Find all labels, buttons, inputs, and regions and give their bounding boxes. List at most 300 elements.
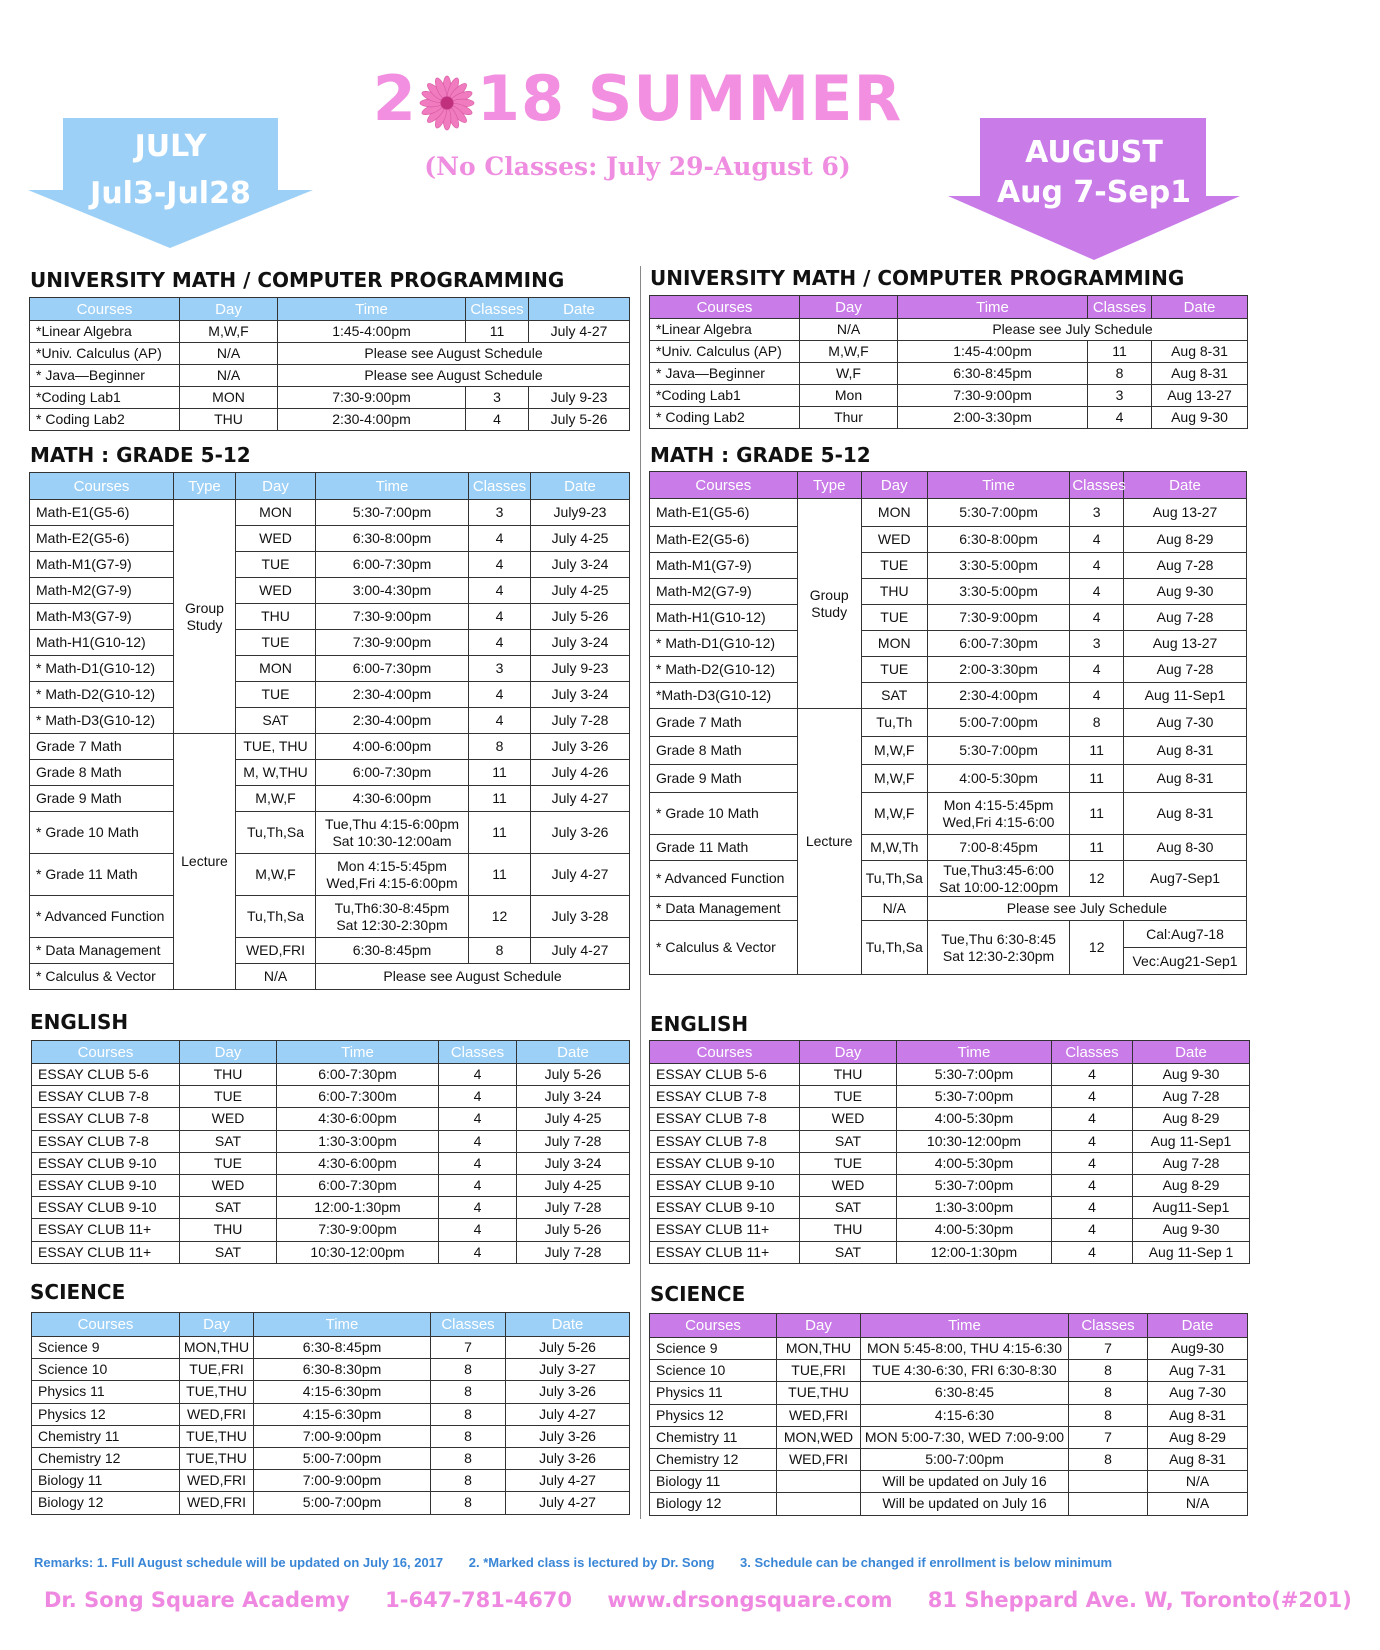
classes-cell: 4 xyxy=(1070,579,1124,605)
col-header-courses: Courses xyxy=(32,1041,180,1064)
time-cell: 6:00-7:30pm xyxy=(927,631,1070,657)
academy-name: Dr. Song Square Academy xyxy=(44,1588,350,1612)
date-cell: July 3-24 xyxy=(531,682,630,708)
july-science-heading: SCIENCE xyxy=(30,1280,126,1304)
course-cell: ESSAY CLUB 5-6 xyxy=(650,1064,800,1086)
day-cell: WED,FRI xyxy=(180,1470,254,1492)
time-cell: 7:30-9:00pm xyxy=(898,385,1088,407)
col-header-date: Date xyxy=(529,298,630,321)
table-row xyxy=(650,527,1247,553)
time-cell: 7:00-9:00pm xyxy=(254,1425,431,1447)
time-cell: 4:30-6:00pm xyxy=(316,786,469,812)
date-cell: July 4-27 xyxy=(531,938,630,964)
classes-cell: 11 xyxy=(466,321,529,343)
time-cell: 12:00-1:30pm xyxy=(897,1241,1052,1263)
note-cell: Please see August Schedule xyxy=(278,343,630,365)
course-cell: * Math-D2(G10-12) xyxy=(650,657,798,683)
table-row xyxy=(30,896,630,938)
table-row xyxy=(30,630,630,656)
time-cell: 6:30-8:00pm xyxy=(316,526,469,552)
table-row xyxy=(32,1108,630,1130)
table-row xyxy=(32,1359,630,1381)
day-cell: SAT xyxy=(800,1197,897,1219)
classes-cell: 12 xyxy=(1070,921,1124,975)
day-cell: TUE,FRI xyxy=(777,1360,861,1382)
classes-cell: 8 xyxy=(431,1381,506,1403)
course-cell: Science 9 xyxy=(32,1337,180,1359)
table-row xyxy=(30,734,630,760)
table-row xyxy=(650,1493,1248,1515)
table-row xyxy=(650,657,1247,683)
date-cell: Aug 8-31 xyxy=(1152,363,1248,385)
classes-cell: 8 xyxy=(1069,1448,1148,1470)
no-classes-subtitle: (No Classes: July 29-August 6) xyxy=(424,152,851,181)
time-cell: 4:30-6:00pm xyxy=(277,1108,439,1130)
time-cell: 6:00-7:30pm xyxy=(316,552,469,578)
classes-cell: 4 xyxy=(1052,1241,1133,1263)
classes-cell: 3 xyxy=(1088,385,1152,407)
date-cell: July 4-25 xyxy=(517,1108,630,1130)
course-cell: ESSAY CLUB 7-8 xyxy=(32,1130,180,1152)
time-cell: 4:00-5:30pm xyxy=(927,765,1070,793)
table-row xyxy=(650,897,1247,921)
course-cell: Biology 11 xyxy=(650,1471,777,1493)
aug-english-heading: ENGLISH xyxy=(650,1012,749,1036)
time-cell: 7:30-9:00pm xyxy=(927,605,1070,631)
course-cell: Math-M2(G7-9) xyxy=(650,579,798,605)
table-row xyxy=(32,1086,630,1108)
day-cell: WED xyxy=(800,1108,897,1130)
website-link[interactable]: www.drsongsquare.com xyxy=(607,1588,893,1612)
table-row xyxy=(650,363,1248,385)
table-row xyxy=(650,861,1247,897)
table-row xyxy=(650,1471,1248,1493)
col-header-courses: Courses xyxy=(650,1041,800,1064)
table-row xyxy=(30,365,630,387)
day-cell xyxy=(777,1493,861,1515)
time-cell: 6:30-8:30pm xyxy=(254,1359,431,1381)
time-cell: 5:00-7:00pm xyxy=(861,1448,1069,1470)
classes-cell: 4 xyxy=(439,1174,517,1196)
day-cell: TUE xyxy=(861,657,927,683)
table-row xyxy=(32,1403,630,1425)
date-cell: Aug 7-30 xyxy=(1124,709,1247,737)
date-cell: July 3-24 xyxy=(517,1086,630,1108)
date-cell: July 4-27 xyxy=(506,1492,630,1514)
day-cell: M,W,F xyxy=(236,854,316,896)
time-cell: 4:00-5:30pm xyxy=(897,1219,1052,1241)
day-cell: WED,FRI xyxy=(180,1492,254,1514)
table-row xyxy=(650,385,1248,407)
classes-cell: 4 xyxy=(1052,1152,1133,1174)
table-row xyxy=(650,341,1248,363)
date-part-vector: Vec:Aug21-Sep1 xyxy=(1132,953,1238,969)
course-cell: ESSAY CLUB 11+ xyxy=(32,1241,180,1263)
table-row xyxy=(30,682,630,708)
day-cell: TUE, THU xyxy=(236,734,316,760)
day-cell: WED xyxy=(236,526,316,552)
date-cell: Aug7-Sep1 xyxy=(1124,861,1247,897)
col-header-day: Day xyxy=(180,1041,277,1064)
time-cell: 6:00-7:300m xyxy=(277,1086,439,1108)
classes-cell: 11 xyxy=(1070,737,1124,765)
date-cell: July 7-28 xyxy=(517,1130,630,1152)
table-row xyxy=(32,1174,630,1196)
table-row xyxy=(650,1064,1250,1086)
date-cell: July 4-27 xyxy=(506,1403,630,1425)
date-cell: July 5-26 xyxy=(517,1219,630,1241)
date-part-calculus: Cal:Aug7-18 xyxy=(1124,921,1246,948)
july-english-table xyxy=(31,1040,630,1264)
date-cell: Aug 13-27 xyxy=(1124,499,1247,527)
classes-cell: 8 xyxy=(431,1359,506,1381)
classes-cell: 4 xyxy=(469,682,531,708)
table-row xyxy=(30,854,630,896)
classes-cell: 4 xyxy=(1070,527,1124,553)
day-cell: MON xyxy=(861,499,927,527)
day-cell: THU xyxy=(180,409,278,431)
col-header-day: Day xyxy=(236,473,316,500)
course-cell: Grade 8 Math xyxy=(30,760,174,786)
course-cell: *Coding Lab1 xyxy=(30,387,180,409)
note-cell: Please see July Schedule xyxy=(898,319,1248,341)
date-cell: Aug 8-31 xyxy=(1124,737,1247,765)
day-cell: Tu,Th,Sa xyxy=(861,861,927,897)
classes-cell: 7 xyxy=(431,1337,506,1359)
course-cell: Chemistry 12 xyxy=(32,1447,180,1469)
course-cell: ESSAY CLUB 9-10 xyxy=(32,1174,180,1196)
course-cell: ESSAY CLUB 9-10 xyxy=(650,1152,800,1174)
header-row xyxy=(650,296,1248,319)
header-row xyxy=(650,1041,1250,1064)
day-cell: M,W,F xyxy=(861,765,927,793)
time-cell: Mon 4:15-5:45pm Wed,Fri 4:15-6:00 xyxy=(927,793,1070,835)
course-cell: * Data Management xyxy=(650,897,798,921)
classes-cell: 4 xyxy=(439,1241,517,1263)
table-row xyxy=(30,964,630,990)
table-row xyxy=(650,1086,1250,1108)
classes-cell: 11 xyxy=(1088,341,1152,363)
classes-cell: 11 xyxy=(1070,793,1124,835)
table-row xyxy=(650,1174,1250,1196)
col-header-courses: Courses xyxy=(32,1313,180,1337)
date-cell: Aug 8-29 xyxy=(1133,1174,1250,1196)
course-cell: ESSAY CLUB 7-8 xyxy=(650,1086,800,1108)
time-cell: 6:30-8:00pm xyxy=(927,527,1070,553)
classes-cell: 4 xyxy=(439,1197,517,1219)
classes-cell: 12 xyxy=(469,896,531,938)
time-cell: 7:30-9:00pm xyxy=(278,387,466,409)
july-univ-table xyxy=(29,297,630,431)
col-header-time: Time xyxy=(861,1314,1069,1338)
time-cell: 7:00-9:00pm xyxy=(254,1470,431,1492)
date-cell: July 4-27 xyxy=(531,786,630,812)
table-row xyxy=(650,737,1247,765)
day-cell: TUE xyxy=(236,630,316,656)
time-cell: 5:30-7:00pm xyxy=(897,1174,1052,1196)
col-header-courses: Courses xyxy=(650,472,798,499)
date-cell: July9-23 xyxy=(531,500,630,526)
remarks xyxy=(34,1555,1134,1570)
classes-cell: 11 xyxy=(469,760,531,786)
col-header-day: Day xyxy=(777,1314,861,1338)
date-cell: July 3-24 xyxy=(517,1152,630,1174)
time-cell: 5:00-7:00pm xyxy=(254,1492,431,1514)
day-cell: M,W,F xyxy=(800,341,898,363)
day-cell: MON xyxy=(236,500,316,526)
august-arrow xyxy=(948,118,1240,260)
time-cell: 4:15-6:30pm xyxy=(254,1381,431,1403)
course-cell: * Math-D3(G10-12) xyxy=(30,708,174,734)
classes-cell: 12 xyxy=(1070,861,1124,897)
phone-number: 1-647-781-4670 xyxy=(385,1588,573,1612)
time-cell: MON 5:45-8:00, THU 4:15-6:30 xyxy=(861,1338,1069,1360)
header-row xyxy=(650,1314,1248,1338)
classes-cell: 11 xyxy=(469,854,531,896)
col-header-date: Date xyxy=(1133,1041,1250,1064)
col-header-time: Time xyxy=(898,296,1088,319)
date-cell: July 5-26 xyxy=(517,1064,630,1086)
time-cell: 2:30-4:00pm xyxy=(927,683,1070,709)
date-cell: July 3-26 xyxy=(531,812,630,854)
course-cell: Chemistry 12 xyxy=(650,1448,777,1470)
july-math-table xyxy=(29,472,630,990)
course-cell: Math-M1(G7-9) xyxy=(650,553,798,579)
classes-cell: 8 xyxy=(1088,363,1152,385)
time-cell: TUE 4:30-6:30, FRI 6:30-8:30 xyxy=(861,1360,1069,1382)
time-cell: 3:30-5:00pm xyxy=(927,579,1070,605)
table-row xyxy=(30,604,630,630)
col-header-type: Type xyxy=(174,473,236,500)
col-header-time: Time xyxy=(316,473,469,500)
time-cell: Tue,Thu 6:30-8:45 Sat 12:30-2:30pm xyxy=(927,921,1070,975)
classes-cell: 8 xyxy=(1069,1382,1148,1404)
classes-cell: 4 xyxy=(1052,1086,1133,1108)
day-cell: WED,FRI xyxy=(777,1448,861,1470)
table-row xyxy=(32,1381,630,1403)
classes-cell: 4 xyxy=(1070,605,1124,631)
course-cell: *Univ. Calculus (AP) xyxy=(650,341,800,363)
july-univ-heading: UNIVERSITY MATH / COMPUTER PROGRAMMING xyxy=(30,268,565,292)
date-cell: July 7-28 xyxy=(517,1241,630,1263)
table-row xyxy=(650,1152,1250,1174)
day-cell: THU xyxy=(800,1219,897,1241)
day-cell: MON xyxy=(861,631,927,657)
time-cell: 1:30-3:00pm xyxy=(897,1197,1052,1219)
day-cell: M,W,F xyxy=(861,737,927,765)
course-cell: Math-E1(G5-6) xyxy=(30,500,174,526)
table-row xyxy=(650,631,1247,657)
date-cell: July 4-27 xyxy=(506,1470,630,1492)
table-row xyxy=(650,1108,1250,1130)
date-cell: July 3-26 xyxy=(531,734,630,760)
time-cell: 4:15-6:30pm xyxy=(254,1403,431,1425)
col-header-courses: Courses xyxy=(30,298,180,321)
time-cell: 6:00-7:30pm xyxy=(277,1174,439,1196)
col-header-time: Time xyxy=(277,1041,439,1064)
course-cell: * Java—Beginner xyxy=(650,363,800,385)
day-cell: N/A xyxy=(236,964,316,990)
course-cell: * Math-D1(G10-12) xyxy=(650,631,798,657)
day-cell: W,F xyxy=(800,363,898,385)
date-cell: N/A xyxy=(1148,1493,1248,1515)
time-cell: 3:30-5:00pm xyxy=(927,553,1070,579)
time-cell: 1:30-3:00pm xyxy=(277,1130,439,1152)
course-cell: *Coding Lab1 xyxy=(650,385,800,407)
classes-cell: 3 xyxy=(469,656,531,682)
flower-icon xyxy=(419,75,475,131)
date-cell: Aug 7-31 xyxy=(1148,1360,1248,1382)
classes-cell: 4 xyxy=(469,630,531,656)
classes-cell: 7 xyxy=(1069,1426,1148,1448)
date-cell: July 3-27 xyxy=(506,1359,630,1381)
day-cell: N/A xyxy=(180,343,278,365)
day-cell: TUE xyxy=(800,1152,897,1174)
course-cell: Math-M3(G7-9) xyxy=(30,604,174,630)
date-cell: Aug 7-28 xyxy=(1124,657,1247,683)
table-row xyxy=(30,708,630,734)
classes-cell: 4 xyxy=(466,409,529,431)
course-cell: * Coding Lab2 xyxy=(650,407,800,429)
july-arrow xyxy=(28,118,313,248)
date-cell: N/A xyxy=(1148,1471,1248,1493)
day-cell: SAT xyxy=(800,1241,897,1263)
date-cell: July 4-25 xyxy=(517,1174,630,1196)
date-cell: Aug 8-30 xyxy=(1124,835,1247,861)
day-cell: Tu,Th,Sa xyxy=(861,921,927,975)
course-cell: *Linear Algebra xyxy=(650,319,800,341)
time-cell: 7:00-8:45pm xyxy=(927,835,1070,861)
table-row xyxy=(32,1219,630,1241)
date-cell: Aug 7-30 xyxy=(1148,1382,1248,1404)
course-cell: ESSAY CLUB 5-6 xyxy=(32,1064,180,1086)
col-header-type: Type xyxy=(797,472,861,499)
table-row xyxy=(32,1152,630,1174)
day-cell: Tu,Th,Sa xyxy=(236,896,316,938)
table-row xyxy=(30,500,630,526)
course-cell: ESSAY CLUB 9-10 xyxy=(650,1174,800,1196)
course-cell: ESSAY CLUB 11+ xyxy=(650,1241,800,1263)
time-cell: 2:00-3:30pm xyxy=(898,407,1088,429)
day-cell: TUE,FRI xyxy=(180,1359,254,1381)
col-header-courses: Courses xyxy=(650,296,800,319)
course-cell: * Grade 10 Math xyxy=(30,812,174,854)
date-cell: Aug 11-Sep1 xyxy=(1133,1130,1250,1152)
classes-cell: 4 xyxy=(439,1064,517,1086)
time-cell: 4:30-6:00pm xyxy=(277,1152,439,1174)
date-cell: July 7-28 xyxy=(517,1197,630,1219)
day-cell: WED,FRI xyxy=(777,1404,861,1426)
header-row xyxy=(650,472,1247,499)
table-row xyxy=(650,683,1247,709)
time-cell: Will be updated on July 16 xyxy=(861,1471,1069,1493)
day-cell: SAT xyxy=(180,1130,277,1152)
course-cell: Math-M2(G7-9) xyxy=(30,578,174,604)
aug-math-heading: MATH : GRADE 5-12 xyxy=(650,443,871,467)
time-cell: 2:30-4:00pm xyxy=(316,682,469,708)
table-row xyxy=(32,1492,630,1514)
course-cell: ESSAY CLUB 9-10 xyxy=(650,1197,800,1219)
course-cell: ESSAY CLUB 7-8 xyxy=(650,1108,800,1130)
time-cell: 1:45-4:00pm xyxy=(898,341,1088,363)
page-title: 2 18 SUMMER xyxy=(372,62,903,135)
course-cell: Biology 12 xyxy=(650,1493,777,1515)
table-row xyxy=(650,1219,1250,1241)
table-row xyxy=(650,499,1247,527)
day-cell: THU xyxy=(236,604,316,630)
day-cell: Tu,Th,Sa xyxy=(236,812,316,854)
table-row xyxy=(32,1130,630,1152)
course-cell: Grade 9 Math xyxy=(30,786,174,812)
col-header-classes: Classes xyxy=(431,1313,506,1337)
july-math-heading: MATH : GRADE 5-12 xyxy=(30,443,251,467)
day-cell: WED xyxy=(236,578,316,604)
day-cell: WED,FRI xyxy=(180,1403,254,1425)
day-cell: SAT xyxy=(861,683,927,709)
table-row xyxy=(32,1197,630,1219)
table-row xyxy=(650,1382,1248,1404)
time-cell: 7:30-9:00pm xyxy=(316,604,469,630)
address: 81 Sheppard Ave. W, Toronto(#201) xyxy=(927,1588,1352,1612)
date-cell: July 3-26 xyxy=(506,1381,630,1403)
date-cell: Aug 9-30 xyxy=(1152,407,1248,429)
table-row xyxy=(30,387,630,409)
date-cell: Aug 9-30 xyxy=(1133,1064,1250,1086)
aug-english-table xyxy=(649,1040,1250,1264)
classes-cell: 11 xyxy=(1070,835,1124,861)
day-cell: SAT xyxy=(236,708,316,734)
date-cell: Aug11-Sep1 xyxy=(1133,1197,1250,1219)
table-row xyxy=(650,319,1248,341)
day-cell: M,W,F xyxy=(180,321,278,343)
table-row xyxy=(650,1404,1248,1426)
table-row xyxy=(30,409,630,431)
col-header-courses: Courses xyxy=(650,1314,777,1338)
time-cell: 7:30-9:00pm xyxy=(316,630,469,656)
table-row xyxy=(30,656,630,682)
course-cell: Biology 12 xyxy=(32,1492,180,1514)
date-cell: July 4-27 xyxy=(529,321,630,343)
day-cell: WED xyxy=(180,1174,277,1196)
time-cell: 6:00-7:30pm xyxy=(277,1064,439,1086)
course-cell: ESSAY CLUB 7-8 xyxy=(650,1130,800,1152)
date-cell: July 5-26 xyxy=(506,1337,630,1359)
date-cell xyxy=(1124,921,1247,975)
time-cell: 6:00-7:30pm xyxy=(316,760,469,786)
date-cell: Aug 8-29 xyxy=(1148,1426,1248,1448)
time-cell: 2:00-3:30pm xyxy=(927,657,1070,683)
date-cell: Aug 11-Sep 1 xyxy=(1133,1241,1250,1263)
day-cell: THU xyxy=(180,1219,277,1241)
date-cell: July 5-26 xyxy=(529,409,630,431)
course-cell: Grade 7 Math xyxy=(30,734,174,760)
time-cell: Mon 4:15-5:45pm Wed,Fri 4:15-6:00pm xyxy=(316,854,469,896)
classes-cell: 8 xyxy=(431,1425,506,1447)
col-header-day: Day xyxy=(180,1313,254,1337)
course-cell: Biology 11 xyxy=(32,1470,180,1492)
classes-cell: 4 xyxy=(1070,553,1124,579)
day-cell: SAT xyxy=(180,1197,277,1219)
time-cell: Tue,Thu3:45-6:00 Sat 10:00-12:00pm xyxy=(927,861,1070,897)
date-cell: July 4-25 xyxy=(531,526,630,552)
col-header-time: Time xyxy=(927,472,1070,499)
table-row xyxy=(30,786,630,812)
course-cell: Math-E1(G5-6) xyxy=(650,499,798,527)
aug-univ-heading: UNIVERSITY MATH / COMPUTER PROGRAMMING xyxy=(650,266,1185,290)
date-cell: Aug 7-28 xyxy=(1133,1086,1250,1108)
classes-cell: 4 xyxy=(1052,1130,1133,1152)
day-cell: TUE xyxy=(236,552,316,578)
